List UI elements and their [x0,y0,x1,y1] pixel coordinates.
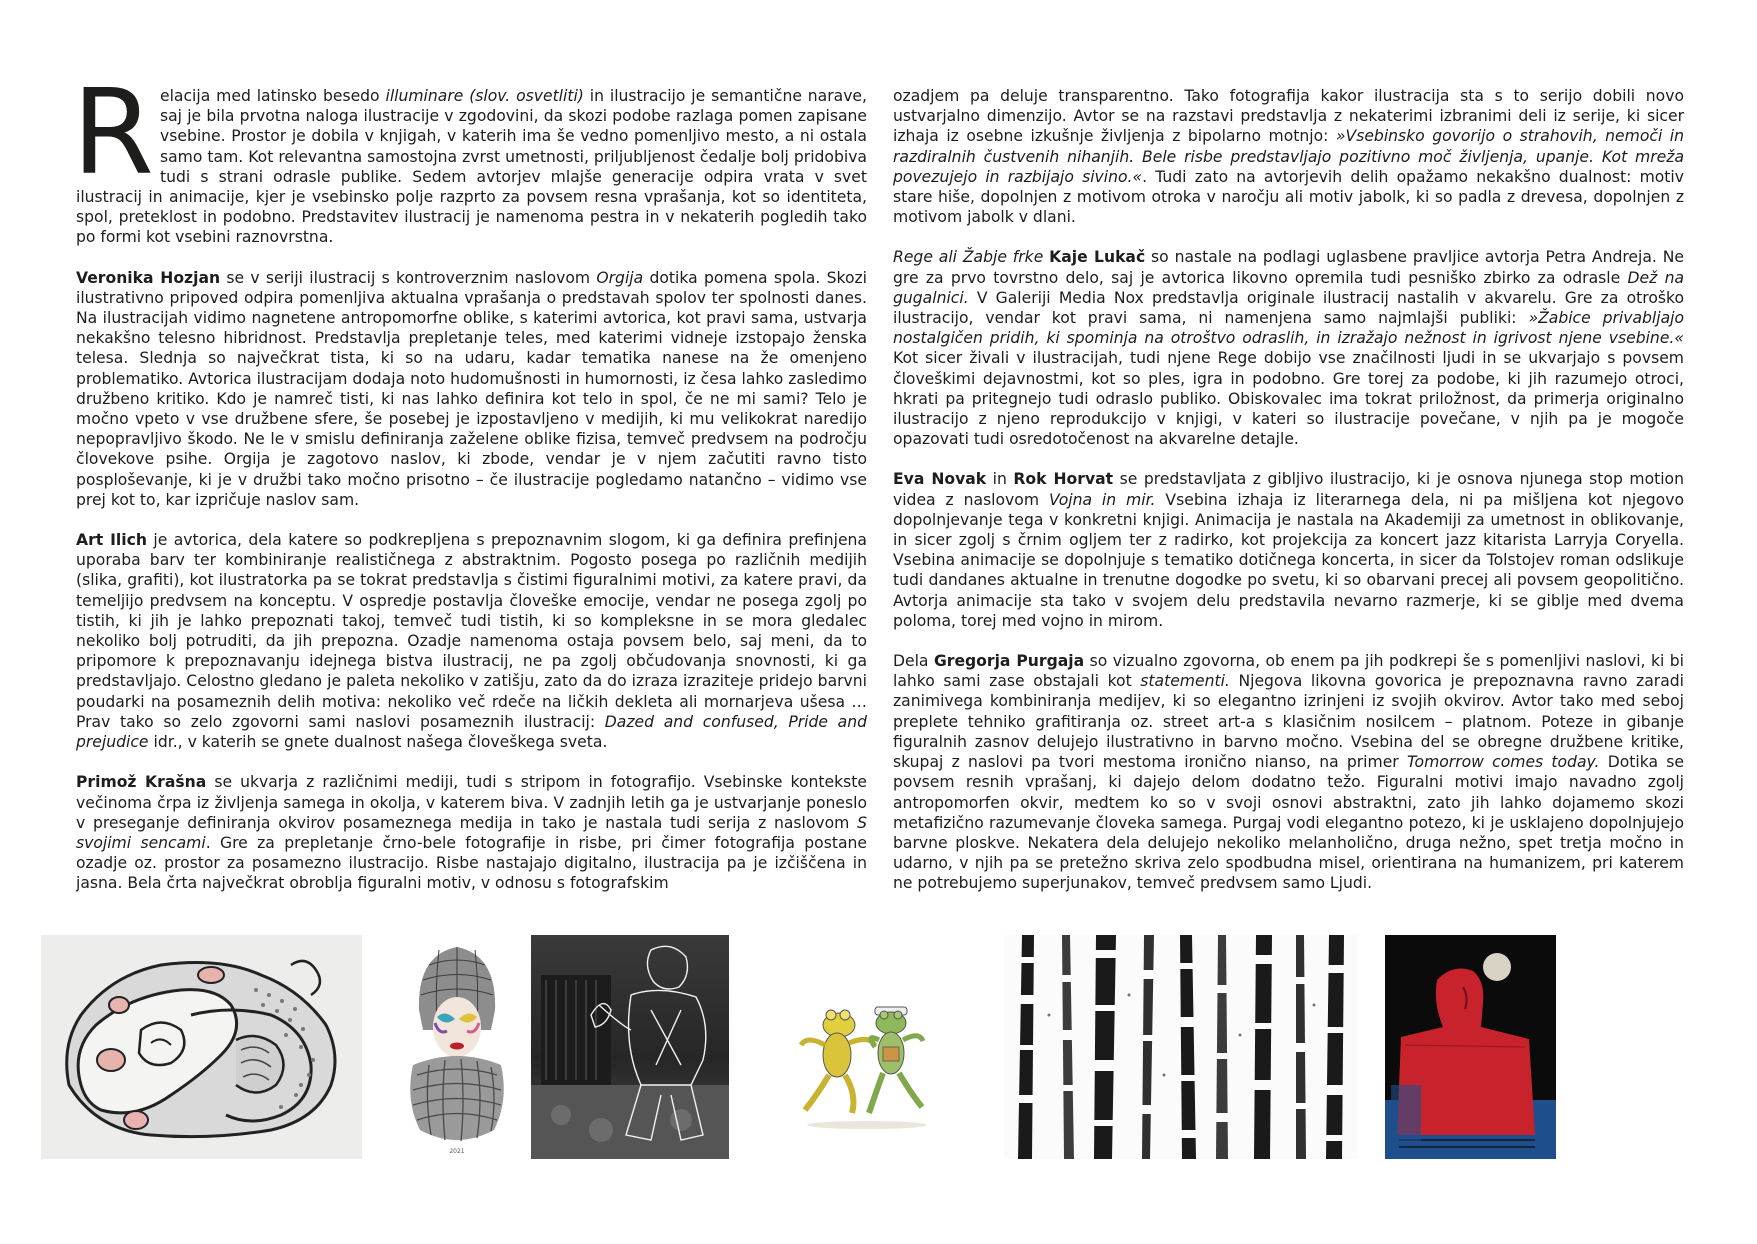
lukac-frogs-drawing [757,935,977,1159]
krasna-photo-drawing [531,935,729,1159]
artist-name: Rok Horvat [1013,470,1114,489]
lukac-paragraph: Rege ali Žabje frke Kaje Lukač so nastale na podlagi uglasbene pravljice avtorja Petra Andreja. Ne gre za prvo tovrstno delo, saj je avtorica likovno opremila tudi pesniško zbirko za odrasle Dež na gugalnici. V Galeriji Media Nox predstavlja originale ilustracij nastalih v akvarelu. Gre za otroško ilustracijo, vendar kot pravi sama, ni namenjena samo najmlajši publiki: »Žabice privabljajo nostalgičen pridih, ki spominja na otroštvo odraslih, in izražajo nežnost in igrivost njene vsebine.« Kot sicer živali v ilustracijah, tudi njene Rege dobijo vse značilnosti ljudi in se ukvarjajo s povsem človeškimi dejavnostmi, kot so ples, igra in podobno. Gre torej za podobe, ki jih razumejo otroci, hkrati pa pritegnejo tudi odraslo publiko. Obiskovalec ima tokrat priložnost, da primerja originalno ilustracijo z njeno reprodukcijo v knjigi, v kateri so ilustracije povečane, v njih pa je mogoče opazovati tudi osredotočenost na akvarelne detajle. [893,248,1685,449]
purgaj-paragraph: Dela Gregorja Purgaja so vizualno zgovorna, ob enem pa jih podkrepi še s pomenljivi naslovi, ki bi lahko sami zase obstajali kot statementi. Njegova likovna govorica je prepoznavna ravno zaradi zanimivega kombiniranja medijev, ki so elegantno izrinjeni iz svojih okvirov. Avtor tako med seboj preplete tehniko grafitiranja oz. street art-a s klasičnim nosilcem – platnom. Poteze in gibanje figuralnih zasnov delujejo ilustrativno in barvno močno. Vsebina del se obregne družbene kritike, skupaj z naslovi pa tvori mestoma ironično nianso, na primer Tomorrow comes today. Dotika se povsem resnih vprašanj, ki dajejo delom dodatno težo. Figuralni motivi imajo navadno zgolj antropomorfen okvir, medtem ko so v svoji osnovi abstraktni, zato jih lahko dojamemo skozi metafizično razumevanje človeka samega. Purgaj vodi elegantno potezo, ki je usklajeno dopolnjujejo barvne ploskve. Nekatera dela delujejo nekoliko melanholično, druga nežno, spet tretja močno in udarno, v njih pa se pretežno skriva zelo spodbudna misel, orientirana na humanizem, pri katerem ne potrebujemo superjunakov, temveč predvsem samo Ljudi. [893,652,1685,893]
artist-name: Gregorja Purgaja [933,652,1085,671]
hozjan-orgija-drawing [41,935,362,1159]
krasna-paragraph: Primož Krašna se ukvarja z različnimi mediji, tudi s stripom in fotografijo. Vsebinske kontekste večinoma črpa iz življenja samega in okolja, v katerem biva. V zadnjih letih ga je ustvarjanje poneslo v preseganje definiranja okvirov posameznega medija in tako je nastala tudi serija z naslovom S svojimi sencami. Gre za prepletanje črno-bele fotografije in risbe, pri čimer fotografija postane ozadje oz. prostor za posamezno ilustracijo. Risbe nastajajo digitalno, ilustracija pa je izčiščena in jasna. Bela črta največkrat obroblja figuralni motiv, v odnosu s fotografskim [76,773,867,893]
artist-name: Art Ilich [76,531,147,550]
signature: 2021 [449,1148,465,1155]
artist-name: Veronika Hozjan [76,268,221,287]
purgaj-red-figure-painting [1385,935,1556,1159]
image-gallery [41,935,1691,1160]
hozjan-orgija-illustration [41,935,362,1159]
novak-horvat-birch-charcoal [1004,935,1357,1159]
artist-name: Kaje Lukač [1049,248,1146,267]
ilich-paragraph: Art Ilich je avtorica, dela katere so podkrepljena s prepoznavnim slogom, ki ga definira prefinjena uporaba barv ter kombiniranje realističnega z abstraktnim. Pogosto posega po različnih medijih (slika, grafiti), kot ilustratorka pa se tokrat predstavlja s čistimi figuralnimi motivi, za katere pravi, da temeljijo predvsem na konceptu. V ospredje postavlja človeške emocije, vendar ne posega zgolj po tistih, ki jih je lahko prepoznati takoj, temveč tudi tistih, ki so kompleksne in se mora gledalec nekoliko bolj potruditi, da jih prepozna. Ozadje namenoma ostaja povsem belo, saj meni, da to pripomore k prepoznavanju idejnega bistva ilustracij, ne pa zgolj občudovanja snovnosti, ki ga predstavljajo. Celostno gledano je paleta nekoliko v zatišju, zato da do izraza izraziteje pridejo barvni poudarki na posameznih delih motiva: nekoliko več rdeče na ličkih dekleta ali mornarjeva ušesa … Prav tako so zelo zgovorni sami naslovi posameznih ilustracij: Dazed and confused, Pride and prejudice idr., v katerih se gnete dualnost našega človeškega sveta. [76,531,867,752]
drop-cap: R [72,63,154,201]
intro-paragraph: Relacija med latinsko besedo illuminare (slov. osvetliti) in ilustracijo je semantične narave, saj je bila prvotna naloga ilustracije v zgodovini, da skozi podobe razlaga pomen zapisane vsebine. Prostor je dobila v knjigah, v katerih ima še vedno pomenljivo mesto, a ni ostala samo tam. Kot relevantna samostojna zvrst umetnosti, priljubljenost čedalje bolj pridobiva tudi s strani odrasle publike. Sedem avtorjev mlajše generacije odpira vrata v svet ilustracij in animacije, kjer je vsebinsko polje razprto za povsem resna vprašanja, kot so identiteta, spol, preteklost in podobno. Predstavitev ilustracij je namenoma pestra in v nekaterih pogledih tako po formi kot vsebini raznovrstna. [72,63,867,247]
artist-name: Eva Novak [893,470,987,489]
lukac-frogs-watercolor [757,935,977,1159]
ilich-portrait-drawing [399,935,515,1159]
left-column [72,63,868,914]
hozjan-paragraph: Veronika Hozjan se v seriji ilustracij s kontroverznim naslovom Orgija dotika pomena spola. Skozi ilustrativno pripoved odpira pomenljiva aktualna vprašanja o predstavah spolov ter spolnosti danes. Na ilustracijah vidimo nagnetene antropomorfne oblike, s katerimi avtorica, kot pravi sama, ustvarja nekakšno telesno hibridnost. Predstavlja prepletanje teles, med katerimi vidneje izstopajo ženska telesa. Slednja so največkrat tista, ki so na udaru, kadar tematika nanese na že omenjeno problematiko. Avtorica ilustracijam dodaja noto hudomušnosti in humornosti, iz česa lahko zasledimo družbeno kritiko. Kdo je namreč tisti, ki nas lahko definira kot telo in spol, če ne mi sami? Telo je močno vpeto v vse družbene sfere, še posebej je izpostavljeno v medijih, ki mu velikokrat naredijo nepopravljivo škodo. Ne le v smislu definiranja zaželene oblike fizisa, temveč predvsem na področju človekove psihe. Orgija je zagotovo naslov, ki zbode, vendar je v njem začutiti ravno tisto posploševanje, ki je v družbi tako močno prisotno – če ilustracije pogledamo natančno – vidimo vse prej kot to, kar izpričuje naslov sam. [76,268,868,509]
ilich-portrait-illustration [399,935,515,1159]
purgaj-painting [1385,935,1556,1159]
krasna-photo-drawing-art [531,935,729,1159]
krasna-continuation-paragraph: ozadjem pa deluje transparentno. Tako fotografija kakor ilustracija sta s to serijo dobili novo ustvarjalno dimenzijo. Avtor se na razstavi predstavlja z nekaterimi izbranimi deli iz serije, ki sicer izhaja iz osebne izkušnje življenja z bipolarno motnjo: »Vsebinsko govorijo o strahovih, nemoči in razdiralnih čustvenih nihanjih. Bele risbe predstavljajo pozitivno moč življenja, upanje. Kot mreža povezujejo in razbijajo sivino.«. Tudi zato na avtorjevih delih opažamo nekakšno dualnost: motiv stare hiše, dopolnjen z motivom otroka v naročju ali motiv jabolk, ki so padla z drevesa, dopolnjen z motivom jabolk v dlani. [893,87,1684,227]
moon-icon [1483,953,1511,981]
artist-name: Primož Krašna [76,773,207,792]
novak-horvat-paragraph: Eva Novak in Rok Horvat se predstavljata z gibljivo ilustracijo, ki je osnova njunega stop motion videa z naslovom Vojna in mir. Vsebina izhaja iz literarnega dela, ni pa mišljena kot njegovo dopolnjevanje tega v konkretni knjigi. Animacija je nastala na Akademiji za umetnost in oblikovanje, in sicer zgolj s črnim ogljem ter z radirko, kot projekcija za koncert jazz kitarista Larryja Coryella. Vsebina animacije se dopolnjuje s tematiko dotičnega koncerta, in sicer da Tolstojev roman odslikuje tudi dandanes aktualne in trenutne dogodke po svetu, ki so obarvani precej ali povsem geopolitično. Avtorja animacije sta tako v svojem delu predstavila nevarno razmerje, ki se giblje med dvema poloma, torej med vojno in mirom. [893,470,1684,630]
birch-trunks-drawing [1004,935,1357,1159]
right-column [893,86,1684,914]
